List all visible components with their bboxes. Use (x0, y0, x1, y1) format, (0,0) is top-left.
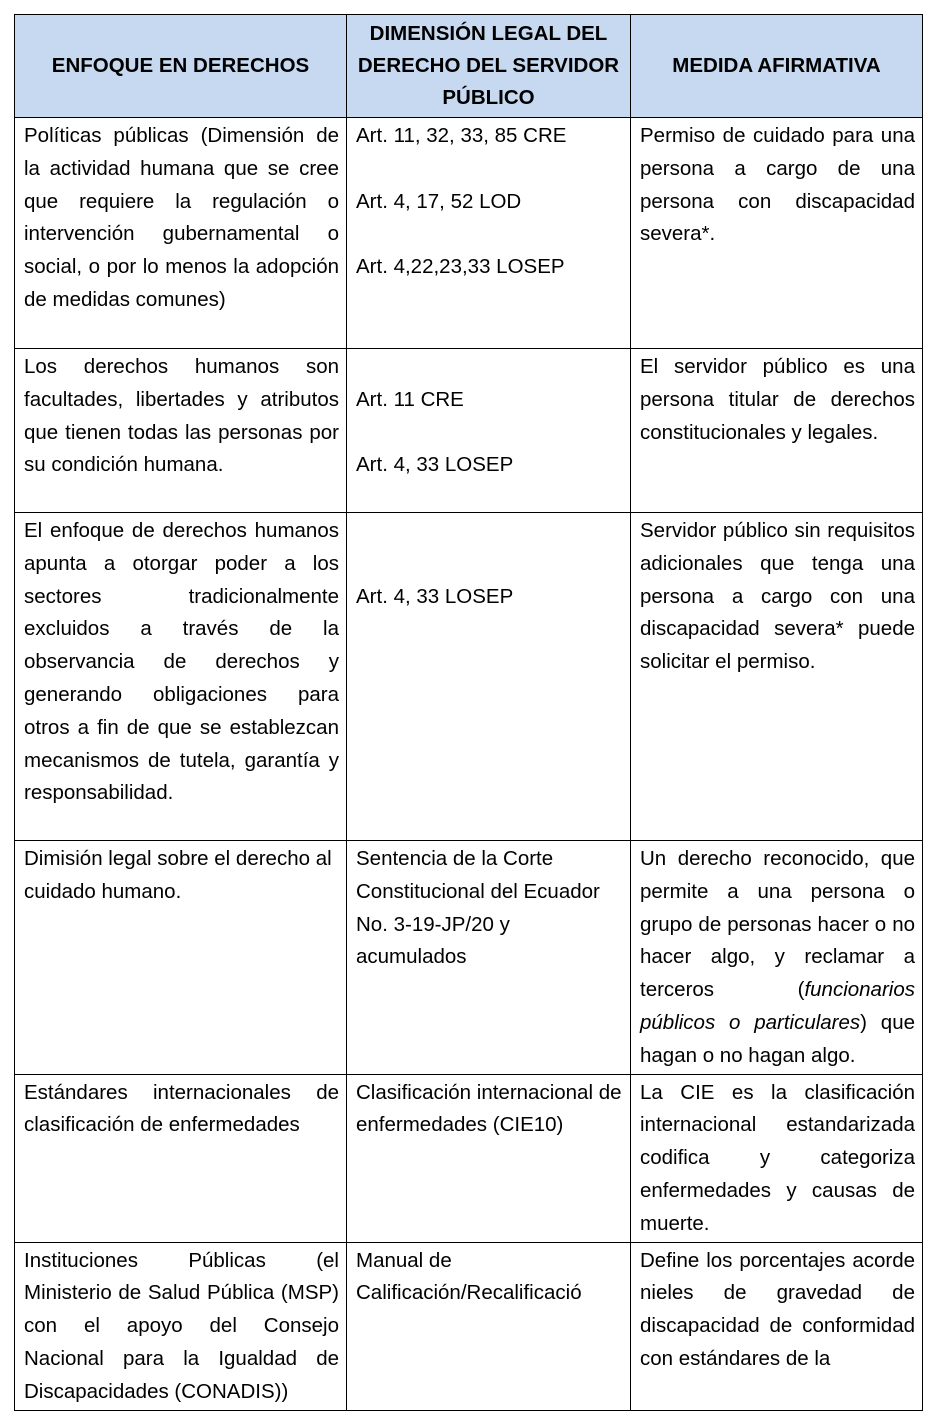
medida-text-end: ) que hagan o no hagan algo. (640, 1010, 915, 1067)
cell-medida: Define los porcentajes acorde nieles de gravedad de discapacidad de conformidad con estándares de la (631, 1242, 923, 1410)
cell-enfoque: El enfoque de derechos humanos apunta a otorgar poder a los sectores tradicionalmente excluidos a través de la observancia de derechos y generando obligaciones para otros a fin de que se establezcan mecanismos de tutela, garantía y responsabilidad. (15, 513, 347, 841)
cell-enfoque: Los derechos humanos son facultades, libertades y atributos que tienen todas las personas por su condición humana. (15, 349, 347, 513)
dimension-line: Art. 11 CRE (356, 387, 464, 411)
cell-dimension: Manual de Calificación/Recalificació (347, 1242, 631, 1410)
header-dimension: DIMENSIÓN LEGAL DEL DERECHO DEL SERVIDOR PÚBLICO (347, 15, 631, 118)
cell-dimension: Sentencia de la Corte Constitucional del Ecuador No. 3-19-JP/20 y acumulados (347, 841, 631, 1075)
cell-enfoque: Políticas públicas (Dimensión de la actividad humana que se cree que requiere la regulación o intervención gubernamental o social, o por lo menos la adopción de medidas comunes) (15, 118, 347, 349)
medida-text-start: Un derecho reconocido, que permite a una persona o grupo de personas hacer o no hacer algo, y reclamar a terceros ( (640, 847, 915, 1002)
cell-dimension (347, 513, 631, 841)
dimension-line: Art. 4, 17, 52 LOD (356, 189, 522, 213)
header-medida: MEDIDA AFIRMATIVA (631, 15, 923, 118)
table-row (15, 349, 923, 513)
rights-approach-table (14, 14, 923, 1411)
header-enfoque: ENFOQUE EN DERECHOS (15, 15, 347, 118)
dimension-line: Art. 11, 32, 33, 85 CRE (356, 124, 567, 147)
table-row (15, 841, 923, 1075)
table-row (15, 1074, 923, 1242)
dimension-line: Art. 4, 33 LOSEP (356, 453, 514, 477)
cell-medida: Servidor público sin requisitos adicionales que tenga una persona a cargo con una discapacidad severa* puede solicitar el permiso. (631, 513, 923, 841)
table-row (15, 1242, 923, 1410)
cell-dimension (347, 118, 631, 349)
table-row (15, 118, 923, 349)
dimension-line: Art. 4,22,23,33 LOSEP (356, 255, 565, 279)
cell-dimension (347, 349, 631, 513)
cell-enfoque: Estándares internacionales de clasificación de enfermedades (15, 1074, 347, 1242)
cell-enfoque: Dimisión legal sobre el derecho al cuidado humano. (15, 841, 347, 1075)
dimension-line: Art. 4, 33 LOSEP (356, 584, 514, 608)
cell-medida: La CIE es la clasificación internacional estandarizada codifica y categoriza enfermedades y causas de muerte. (631, 1074, 923, 1242)
cell-dimension: Clasificación internacional de enfermedades (CIE10) (347, 1074, 631, 1242)
cell-medida: Permiso de cuidado para una persona a cargo de una persona con discapacidad severa*. (631, 118, 923, 349)
medida-text-italic: funcionarios públicos o particulares (640, 978, 915, 1034)
table-row (15, 513, 923, 841)
cell-medida (631, 841, 923, 1075)
cell-medida: El servidor público es una persona titular de derechos constitucionales y legales. (631, 349, 923, 513)
table-header-row (15, 15, 923, 118)
cell-enfoque: Instituciones Públicas (el Ministerio de Salud Pública (MSP) con el apoyo del Consejo Nacional para la Igualdad de Discapacidades (CONADIS)) (15, 1242, 347, 1410)
